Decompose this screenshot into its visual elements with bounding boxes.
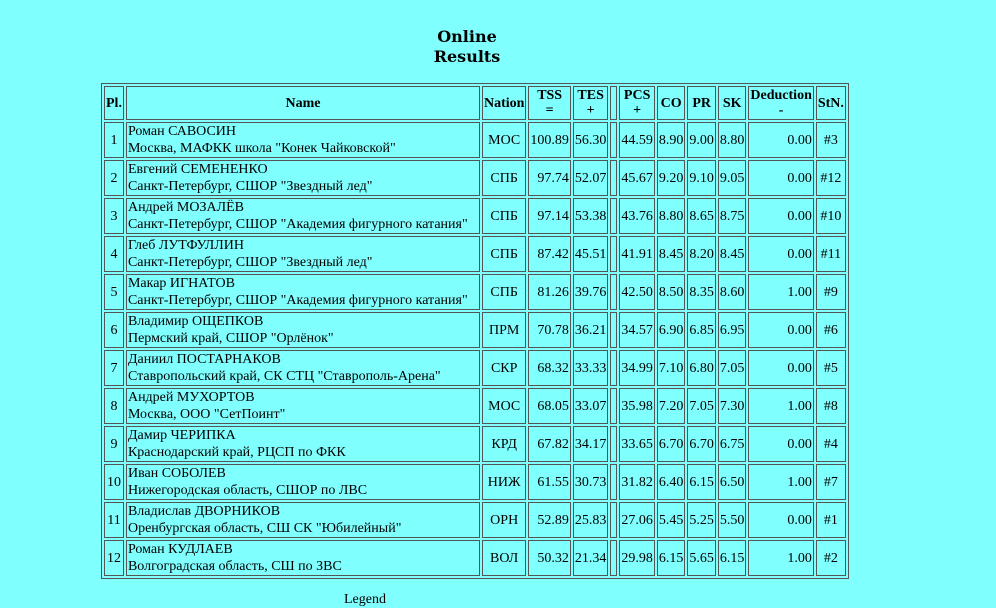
pr-cell: 5.65: [687, 540, 716, 576]
separator-cell: [610, 122, 617, 158]
rank-cell: 11: [104, 502, 124, 538]
start-number-cell: #6: [816, 312, 846, 348]
sk-cell: 6.95: [718, 312, 747, 348]
start-number-cell: #3: [816, 122, 846, 158]
header-sk: SK: [718, 86, 747, 120]
pcs-cell: 31.82: [619, 464, 655, 500]
name-cell: [126, 122, 480, 158]
separator-cell: [610, 160, 617, 196]
co-cell: 8.90: [657, 122, 686, 158]
table-row: [104, 274, 846, 310]
pr-cell: 8.65: [687, 198, 716, 234]
co-cell: 7.20: [657, 388, 686, 424]
pr-cell: 6.85: [687, 312, 716, 348]
tss-cell: 67.82: [528, 426, 571, 462]
deduction-cell: 0.00: [748, 122, 813, 158]
nation-cell: ОРН: [482, 502, 526, 538]
pcs-cell: 27.06: [619, 502, 655, 538]
deduction-cell: 1.00: [748, 540, 813, 576]
header-pr: PR: [687, 86, 716, 120]
skater-name: Иван СОБОЛЕВ: [127, 466, 226, 481]
name-cell: [126, 236, 480, 272]
tes-cell: 52.07: [573, 160, 609, 196]
title-line-1: Online: [437, 27, 497, 46]
pcs-cell: 42.50: [619, 274, 655, 310]
table-row: [104, 198, 846, 234]
start-number-cell: #4: [816, 426, 846, 462]
page-title: [0, 27, 934, 67]
nation-cell: МОС: [482, 388, 526, 424]
table-row: [104, 502, 846, 538]
name-cell: [126, 502, 480, 538]
skater-club: Ставропольский край, СК СТЦ "Ставрополь-Арена": [127, 369, 441, 384]
pr-cell: 6.80: [687, 350, 716, 386]
pcs-cell: 44.59: [619, 122, 655, 158]
nation-cell: МОС: [482, 122, 526, 158]
header-pl: Pl.: [104, 86, 124, 120]
skater-club: Санкт-Петербург, СШОР "Звездный лед": [127, 179, 373, 194]
table-row: [104, 160, 846, 196]
skater-club: Санкт-Петербург, СШОР "Звездный лед": [127, 255, 373, 270]
header-pcs: [619, 86, 655, 120]
tes-cell: 39.76: [573, 274, 609, 310]
separator-cell: [610, 464, 617, 500]
sk-cell: 8.60: [718, 274, 747, 310]
table-row: [104, 426, 846, 462]
start-number-cell: #7: [816, 464, 846, 500]
separator-cell: [610, 502, 617, 538]
header-tss-sub: =: [545, 103, 554, 118]
skater-club: Краснодарский край, РЦСП по ФКК: [127, 445, 346, 460]
deduction-cell: 1.00: [748, 274, 813, 310]
start-number-cell: #9: [816, 274, 846, 310]
deduction-cell: 0.00: [748, 502, 813, 538]
tss-cell: 50.32: [528, 540, 571, 576]
nation-cell: СПБ: [482, 236, 526, 272]
rank-cell: 7: [104, 350, 124, 386]
separator-cell: [610, 540, 617, 576]
tss-cell: 68.05: [528, 388, 571, 424]
sk-cell: 8.45: [718, 236, 747, 272]
rank-cell: 5: [104, 274, 124, 310]
rank-cell: 3: [104, 198, 124, 234]
skater-club: Москва, МАФКК школа "Конек Чайковской": [127, 141, 396, 156]
skater-name: Даниил ПОСТАРНАКОВ: [127, 352, 281, 367]
skater-name: Андрей МОЗАЛЁВ: [127, 200, 244, 215]
name-cell: [126, 350, 480, 386]
header-tes: [573, 86, 609, 120]
header-co: CO: [657, 86, 686, 120]
tes-cell: 36.21: [573, 312, 609, 348]
separator-cell: [610, 274, 617, 310]
pr-cell: 8.20: [687, 236, 716, 272]
table-row: [104, 312, 846, 348]
pcs-cell: 45.67: [619, 160, 655, 196]
rank-cell: 6: [104, 312, 124, 348]
deduction-cell: 0.00: [748, 236, 813, 272]
results-table: [101, 83, 849, 579]
skater-name: Роман САВОСИН: [127, 124, 237, 139]
tes-cell: 53.38: [573, 198, 609, 234]
tss-cell: 52.89: [528, 502, 571, 538]
co-cell: 8.50: [657, 274, 686, 310]
pr-cell: 9.00: [687, 122, 716, 158]
co-cell: 8.80: [657, 198, 686, 234]
separator-cell: [610, 350, 617, 386]
tss-cell: 81.26: [528, 274, 571, 310]
skater-name: Владимир ОЩЕПКОВ: [127, 314, 264, 329]
co-cell: 7.10: [657, 350, 686, 386]
nation-cell: СКР: [482, 350, 526, 386]
name-cell: [126, 274, 480, 310]
sk-cell: 9.05: [718, 160, 747, 196]
nation-cell: ПРМ: [482, 312, 526, 348]
rank-cell: 1: [104, 122, 124, 158]
skater-club: Москва, ООО "СетПоинт": [127, 407, 286, 422]
table-row: [104, 236, 846, 272]
skater-club: Оренбургская область, СШ СК "Юбилейный": [127, 521, 402, 536]
sk-cell: 7.30: [718, 388, 747, 424]
skater-club: Волгоградская область, СШ по ЗВС: [127, 559, 342, 574]
co-cell: 6.40: [657, 464, 686, 500]
separator-cell: [610, 236, 617, 272]
co-cell: 6.15: [657, 540, 686, 576]
table-row: [104, 464, 846, 500]
pr-cell: 5.25: [687, 502, 716, 538]
name-cell: [126, 540, 480, 576]
sk-cell: 7.05: [718, 350, 747, 386]
rank-cell: 2: [104, 160, 124, 196]
separator-cell: [610, 198, 617, 234]
pcs-cell: 34.57: [619, 312, 655, 348]
start-number-cell: #1: [816, 502, 846, 538]
sk-cell: 6.15: [718, 540, 747, 576]
skater-club: Санкт-Петербург, СШОР "Академия фигурного катания": [127, 217, 468, 232]
tes-cell: 56.30: [573, 122, 609, 158]
tss-cell: 100.89: [528, 122, 571, 158]
skater-name: Макар ИГНАТОВ: [127, 276, 235, 291]
nation-cell: НИЖ: [482, 464, 526, 500]
name-cell: [126, 160, 480, 196]
deduction-cell: 0.00: [748, 426, 813, 462]
co-cell: 5.45: [657, 502, 686, 538]
separator-cell: [610, 426, 617, 462]
nation-cell: КРД: [482, 426, 526, 462]
tss-cell: 97.14: [528, 198, 571, 234]
pr-cell: 9.10: [687, 160, 716, 196]
tes-cell: 45.51: [573, 236, 609, 272]
skater-name: Евгений СЕМЕНЕНКО: [127, 162, 268, 177]
deduction-cell: 1.00: [748, 388, 813, 424]
sk-cell: 6.75: [718, 426, 747, 462]
skater-name: Андрей МУХОРТОВ: [127, 390, 255, 405]
skater-club: Санкт-Петербург, СШОР "Академия фигурного катания": [127, 293, 468, 308]
tss-cell: 87.42: [528, 236, 571, 272]
header-separator: [610, 86, 617, 120]
tes-cell: 33.07: [573, 388, 609, 424]
header-tss-label: TSS: [537, 88, 563, 103]
rank-cell: 9: [104, 426, 124, 462]
start-number-cell: #5: [816, 350, 846, 386]
pcs-cell: 35.98: [619, 388, 655, 424]
nation-cell: СПБ: [482, 160, 526, 196]
table-row: [104, 122, 846, 158]
deduction-cell: 0.00: [748, 312, 813, 348]
pr-cell: 8.35: [687, 274, 716, 310]
start-number-cell: #11: [816, 236, 846, 272]
header-nation: Nation: [482, 86, 526, 120]
co-cell: 6.70: [657, 426, 686, 462]
tes-cell: 33.33: [573, 350, 609, 386]
pr-cell: 7.05: [687, 388, 716, 424]
pcs-cell: 33.65: [619, 426, 655, 462]
tes-cell: 21.34: [573, 540, 609, 576]
tes-cell: 34.17: [573, 426, 609, 462]
skater-name: Глеб ЛУТФУЛЛИН: [127, 238, 245, 253]
separator-cell: [610, 312, 617, 348]
skater-name: Роман КУДЛАЕВ: [127, 542, 233, 557]
deduction-cell: 1.00: [748, 464, 813, 500]
header-pcs-sub: +: [633, 103, 642, 118]
tes-cell: 25.83: [573, 502, 609, 538]
sk-cell: 5.50: [718, 502, 747, 538]
pr-cell: 6.70: [687, 426, 716, 462]
skater-name: Дамир ЧЕРИПКА: [127, 428, 236, 443]
rank-cell: 10: [104, 464, 124, 500]
sk-cell: 8.75: [718, 198, 747, 234]
deduction-cell: 0.00: [748, 160, 813, 196]
header-deduction-sub: -: [778, 103, 784, 118]
nation-cell: СПБ: [482, 198, 526, 234]
start-number-cell: #12: [816, 160, 846, 196]
deduction-cell: 0.00: [748, 350, 813, 386]
header-deduction-label: Deduction: [750, 88, 812, 103]
name-cell: [126, 388, 480, 424]
pcs-cell: 29.98: [619, 540, 655, 576]
start-number-cell: #10: [816, 198, 846, 234]
header-pcs-label: PCS: [623, 88, 651, 103]
tss-cell: 68.32: [528, 350, 571, 386]
nation-cell: ВОЛ: [482, 540, 526, 576]
legend-link[interactable]: Legend: [344, 592, 386, 607]
sk-cell: 8.80: [718, 122, 747, 158]
pcs-cell: 34.99: [619, 350, 655, 386]
name-cell: [126, 464, 480, 500]
rank-cell: 8: [104, 388, 124, 424]
name-cell: [126, 426, 480, 462]
tes-cell: 30.73: [573, 464, 609, 500]
tss-cell: 97.74: [528, 160, 571, 196]
nation-cell: СПБ: [482, 274, 526, 310]
deduction-cell: 0.00: [748, 198, 813, 234]
separator-cell: [610, 388, 617, 424]
header-row: [104, 86, 846, 120]
co-cell: 9.20: [657, 160, 686, 196]
rank-cell: 4: [104, 236, 124, 272]
header-tes-sub: +: [586, 103, 595, 118]
header-tes-label: TES: [577, 88, 604, 103]
header-stn: StN.: [816, 86, 846, 120]
header-deduction: [748, 86, 813, 120]
table-row: [104, 540, 846, 576]
skater-club: Пермский край, СШОР "Орлёнок": [127, 331, 334, 346]
header-tss: [528, 86, 571, 120]
sk-cell: 6.50: [718, 464, 747, 500]
title-line-2: Results: [433, 47, 501, 66]
co-cell: 6.90: [657, 312, 686, 348]
table-row: [104, 350, 846, 386]
skater-club: Нижегородская область, СШОР по ЛВС: [127, 483, 368, 498]
pr-cell: 6.15: [687, 464, 716, 500]
pcs-cell: 41.91: [619, 236, 655, 272]
start-number-cell: #8: [816, 388, 846, 424]
tss-cell: 61.55: [528, 464, 571, 500]
skater-name: Владислав ДВОРНИКОВ: [127, 504, 281, 519]
name-cell: [126, 312, 480, 348]
header-name: Name: [126, 86, 480, 120]
name-cell: [126, 198, 480, 234]
tss-cell: 70.78: [528, 312, 571, 348]
start-number-cell: #2: [816, 540, 846, 576]
co-cell: 8.45: [657, 236, 686, 272]
table-row: [104, 388, 846, 424]
rank-cell: 12: [104, 540, 124, 576]
pcs-cell: 43.76: [619, 198, 655, 234]
